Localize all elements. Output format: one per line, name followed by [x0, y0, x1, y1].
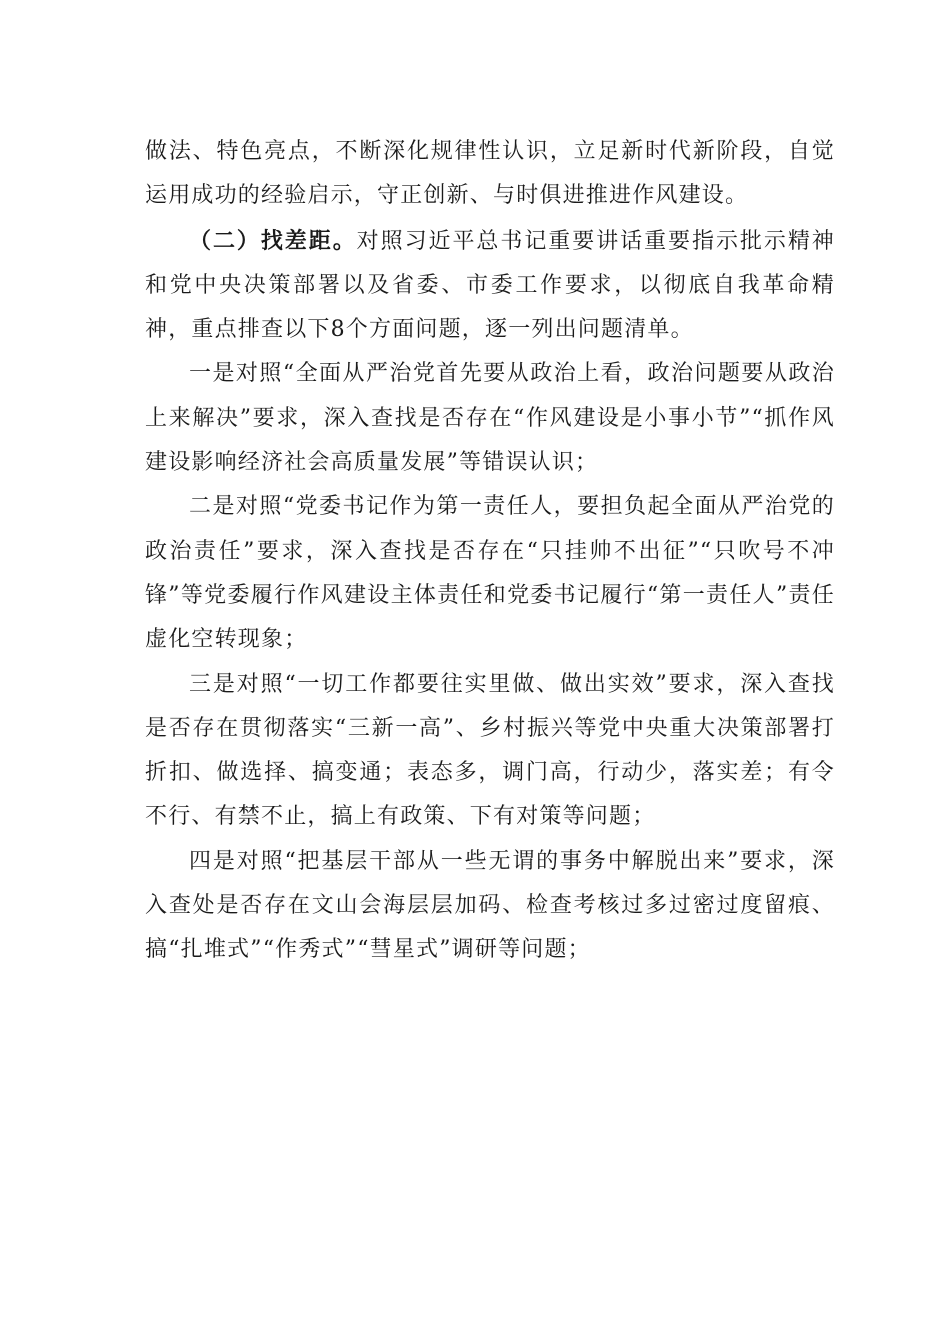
paragraph-item-2 — [145, 485, 835, 662]
paragraph-item-4 — [145, 840, 835, 973]
paragraph-text: 一是对照“全面从严治党首先要从政治上看，政治问题要从政治上来解决”要求，深入查找是否存在“作风建设是小事小节”“抓作风建设影响经济社会高质量发展”等错误认识； — [145, 361, 835, 476]
paragraph-find-gaps — [145, 219, 835, 353]
paragraph-text: 做法、特色亮点，不断深化规律性认识，立足新时代新阶段，自觉运用成功的经验启示，守正创新、与时俱进推进作风建设。 — [145, 139, 835, 209]
paragraph-text: 三是对照“一切工作都要往实里做、做出实效”要求，深入查找是否存在贯彻落实“三新一高”、乡村振兴等党中央重大决策部署打折扣、做选择、搞变通；表态多，调门高，行动少，落实差；有令不行、有禁不止，搞上有政策、下有对策等问题； — [145, 671, 835, 830]
section-heading-find-gaps: （二）找差距。 — [189, 227, 357, 254]
paragraph-item-3 — [145, 663, 835, 840]
paragraph-text: 二是对照“党委书记作为第一责任人，要担负起全面从严治党的政治责任”要求，深入查找是否存在“只挂帅不出征”“只吹号不冲锋”等党委履行作风建设主体责任和党委书记履行“第一责任人”责任虚化空转现象； — [145, 494, 835, 653]
paragraph-continuation — [145, 130, 835, 219]
paragraph-text: 四是对照“把基层干部从一些无谓的事务中解脱出来”要求，深入查处是否存在文山会海层层加码、检查考核过多过密过度留痕、搞“扎堆式”“作秀式”“彗星式”调研等问题； — [145, 848, 835, 963]
document-body — [145, 130, 835, 973]
paragraph-text: 对照习近平总书记重要讲话重要指示批示精神和党中央决策部署以及省委、市委工作要求，以彻底自我革命精神，重点排查以下8个方面问题，逐一列出问题清单。 — [145, 228, 835, 343]
paragraph-item-1 — [145, 352, 835, 485]
